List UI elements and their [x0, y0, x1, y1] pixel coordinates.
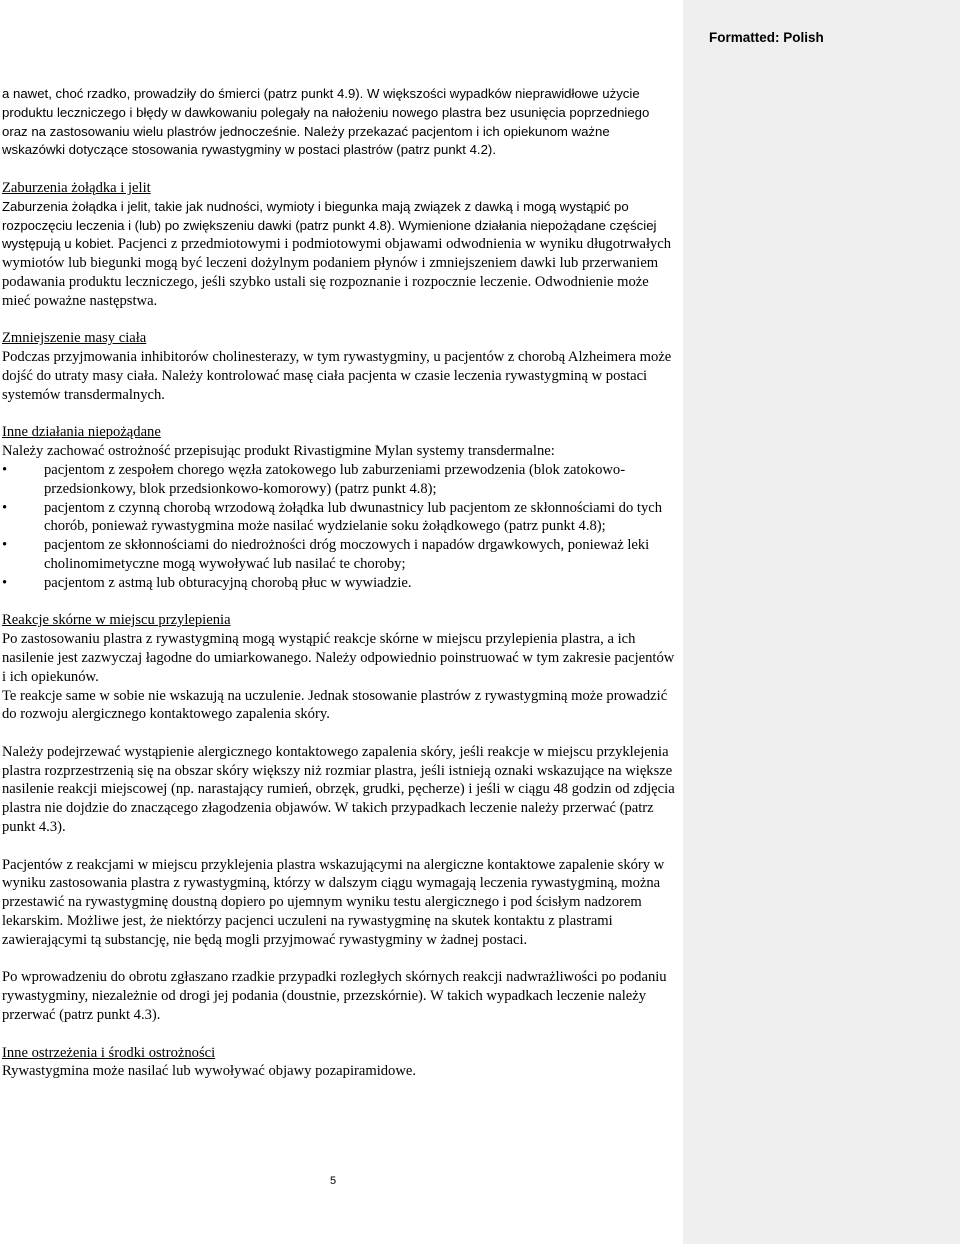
list-item: [2, 461, 676, 499]
format-annotation: Formatted: Polish: [709, 30, 824, 45]
skin-paragraph-1: Po zastosowaniu plastra z rywastygminą mogą wystąpić reakcje skórne w miejscu przylepienia plastra, a ich nasilenie jest zazwyczaj łagodne do umiarkowanego. Należy odpowiednio poinstruować w tym zakresie pacjentów i ich opiekunów.: [2, 631, 675, 685]
bullet-marker: •: [2, 537, 8, 554]
heading-weight: Zmniejszenie masy ciała: [2, 330, 147, 347]
gi-paragraph: [2, 198, 676, 311]
other-intro: Należy zachować ostrożność przepisując produkt Rivastigmine Mylan systemy transdermalne:: [2, 443, 555, 460]
list-item: [2, 574, 676, 593]
list-item-text: pacjentom z czynną chorobą wrzodową żołądka lub dwunastnicy lub pacjentom ze skłonnościami do tych chorób, ponieważ rywastygmina może nasilać wydzielanie soku żołądkowego (patrz punkt 4.8);: [44, 499, 663, 535]
comment-margin: [683, 0, 960, 1244]
bullet-marker: •: [2, 499, 8, 516]
list-item-text: pacjentom z zespołem chorego węzła zatokowego lub zaburzeniami przewodzenia (blok zatokowo-przedsionkowy, blok przedsionkowo-komorowy) (patrz punkt 4.8);: [44, 461, 626, 497]
document-body: [2, 85, 676, 1081]
precaution-list: [2, 461, 676, 593]
list-item: [2, 499, 676, 537]
list-item-text: pacjentom z astmą lub obturacyjną chorobą płuc w wywiadzie.: [44, 574, 412, 591]
skin-paragraph-4: Pacjentów z reakcjami w miejscu przyklejenia plastra wskazującymi na alergiczne kontaktowe zapalenie skóry w wyniku zastosowania plastra z rywastygminą, którzy w dalszym ciągu wymagają leczenia rywastygminą, można przestawić na rywastygminę doustną dopiero po ujemnym wyniku testu alergicznego i pod ścisłym nadzorem lekarskim. Możliwe jest, że niektórzy pacjenci uczuleni na rywastygminę na skutek kontaktu z plastrami zawierającymi tą substancję, nie będą mogli przyjmować rywastygminy w żadnej postaci.: [2, 856, 665, 948]
heading-gi: Zaburzenia żołądka i jelit: [2, 179, 151, 196]
bullet-marker: •: [2, 574, 8, 591]
intro-paragraph: a nawet, choć rzadko, prowadziły do śmierci (patrz punkt 4.9). W większości wypadków nieprawidłowe użycie produktu leczniczego i błędy w dawkowaniu polegały na nałożeniu nowego plastra bez usunięcia poprzedniego oraz na zastosowaniu wielu plastrów jednocześnie. Należy przekazać pacjentom i ich opiekunom ważne wskazówki dotyczące stosowania rywastygminy w postaci plastrów (patrz punkt 4.2).: [2, 86, 650, 158]
weight-paragraph: Podczas przyjmowania inhibitorów cholinesterazy, w tym rywastygminy, u pacjentów z chorobą Alzheimera może dojść do utraty masy ciała. Należy kontrolować masę ciała pacjenta w czasie leczenia rywastygminą w postaci systemów transdermalnych.: [2, 349, 672, 403]
heading-precautions: Inne ostrzeżenia i środki ostrożności: [2, 1044, 216, 1061]
heading-other: Inne działania niepożądane: [2, 424, 161, 441]
heading-skin: Reakcje skórne w miejscu przylepienia: [2, 612, 231, 629]
gi-text-part1: Zaburzenia żołądka i jelit, takie jak nudności, wymioty i biegunka mają związek z dawką i mogą wystąpić po rozpoczęciu leczenia i (lub) po zwiększeniu dawki (patrz punkt 4.8). Wymienione działania niepożądane częściej występują u kobiet.: [2, 198, 657, 252]
skin-paragraph-2: Te reakcje same w sobie nie wskazują na uczulenie. Jednak stosowanie plastrów z rywastygminą może prowadzić do rozwoju alergicznego kontaktowego zapalenia skóry.: [2, 687, 668, 723]
precautions-paragraph: Rywastygmina może nasilać lub wywoływać objawy pozapiramidowe.: [2, 1063, 417, 1080]
gi-text-part2: Pacjenci z przedmiotowymi i podmiotowymi objawami odwodnienia w wyniku długotrwałych wymiotów lub biegunki mogą być leczeni dożylnym podaniem płynów i zmniejszeniem dawki lub przerwaniem podawania produktu leczniczego, jeśli szybko ustali się rozpoznanie i rozpocznie leczenie. Odwodnienie może mieć poważne następstwa.: [2, 236, 672, 309]
page-number: 5: [329, 1175, 337, 1187]
list-item: [2, 536, 676, 574]
skin-paragraph-3: Należy podejrzewać wystąpienie alergicznego kontaktowego zapalenia skóry, jeśli reakcje w miejscu przyklejenia plastra rozprzestrzenią się na obszar skóry większy niż rozmiar plastra, jeśli istnieją oznaki wskazujące na większe nasilenie reakcji miejscowej (np. narastający rumień, obrzęk, grudki, pęcherze) i jeśli w ciągu 48 godzin od zdjęcia plastra nie dojdzie do znaczącego złagodzenia objawów. W takich przypadkach leczenie należy przerwać (patrz punkt 4.3).: [2, 743, 675, 836]
list-item-text: pacjentom ze skłonnościami do niedrożności dróg moczowych i napadów drgawkowych, ponieważ leki cholinomimetyczne mogą wywoływać lub nasilać te choroby;: [44, 537, 650, 572]
skin-paragraph-5: Po wprowadzeniu do obrotu zgłaszano rzadkie przypadki rozległych skórnych reakcji nadwrażliwości po podaniu rywastygminy, niezależnie od drogi jej podania (doustnie, przezskórnie). W takich wypadkach leczenie należy przerwać (patrz punkt 4.3).: [2, 969, 667, 1024]
bullet-marker: •: [2, 461, 8, 478]
